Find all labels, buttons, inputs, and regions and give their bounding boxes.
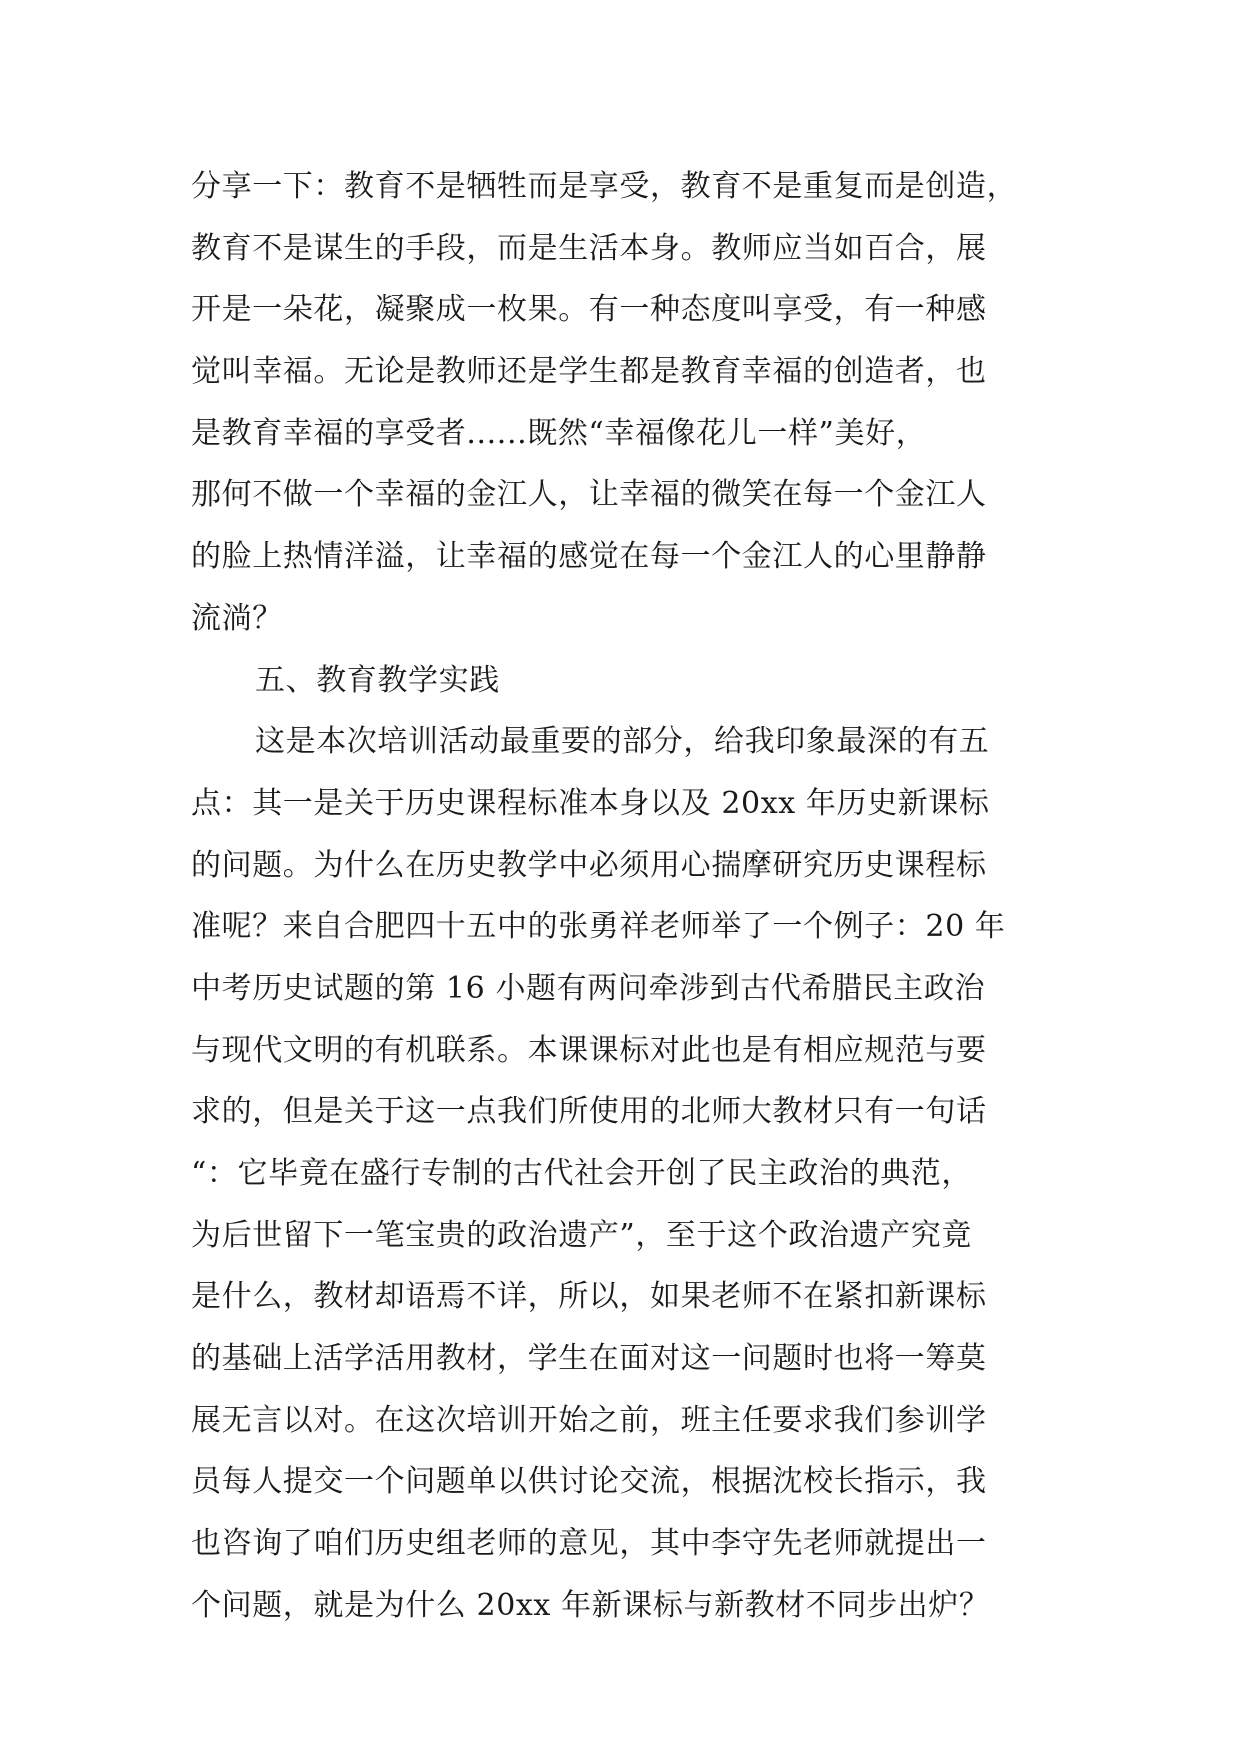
- text-line: 这是本次培训活动最重要的部分，给我印象最深的有五: [255, 724, 990, 760]
- text-line: 中考历史试题的第 16 小题有两问牵涉到古代希腊民主政治: [191, 970, 986, 1006]
- text-line: 的基础上活学活用教材，学生在面对这一问题时也将一筹莫: [191, 1341, 987, 1377]
- text-line: 分享一下：教育不是牺牲而是享受，教育不是重复而是创造，: [191, 169, 1018, 204]
- text-line: 点：其一是关于历史课程标准本身以及 20xx 年历史新课标: [191, 785, 990, 821]
- text-line: 也咨询了咱们历史组老师的意见，其中李守先老师就提出一: [191, 1526, 987, 1562]
- section-heading: 五、教育教学实践: [255, 662, 500, 698]
- text-line: “：它毕竟在盛行专制的古代社会开创了民主政治的典范，: [191, 1156, 972, 1191]
- text-line: 个问题，就是为什么 20xx 年新课标与新教材不同步出炉？: [191, 1587, 990, 1623]
- text-line: 开是一朵花，凝聚成一枚果。有一种态度叫享受，有一种感: [191, 292, 987, 328]
- text-line: 为后世留下一笔宝贵的政治遗产”，至于这个政治遗产究竟: [191, 1217, 972, 1253]
- text-line: 的脸上热情洋溢，让幸福的感觉在每一个金江人的心里静静: [191, 539, 987, 575]
- text-line: 展无言以对。在这次培训开始之前，班主任要求我们参训学: [191, 1402, 987, 1438]
- text-line: 准呢？来自合肥四十五中的张勇祥老师举了一个例子：20 年: [191, 909, 1006, 945]
- paragraph-2: [191, 711, 1071, 1636]
- text-line: 那何不做一个幸福的金江人，让幸福的微笑在每一个金江人: [191, 477, 987, 513]
- text-line: 觉叫幸福。无论是教师还是学生都是教育幸福的创造者，也: [191, 354, 987, 390]
- text-line: 员每人提交一个问题单以供讨论交流，根据沈校长指示，我: [191, 1464, 987, 1500]
- text-line: 教育不是谋生的手段，而是生活本身。教师应当如百合，展: [191, 230, 987, 266]
- paragraph-1: [191, 156, 1071, 650]
- text-line: 流淌？: [191, 600, 283, 636]
- document-body: [191, 156, 1071, 1637]
- text-line: 是什么，教材却语焉不详，所以，如果老师不在紧扣新课标: [191, 1279, 987, 1315]
- text-line: 与现代文明的有机联系。本课课标对此也是有相应规范与要: [191, 1032, 987, 1068]
- text-line: 求的，但是关于这一点我们所使用的北师大教材只有一句话: [191, 1094, 987, 1130]
- text-line: 是教育幸福的享受者......既然“幸福像花儿一样”美好，: [191, 415, 927, 451]
- text-line: 的问题。为什么在历史教学中必须用心揣摩研究历史课程标: [191, 847, 987, 883]
